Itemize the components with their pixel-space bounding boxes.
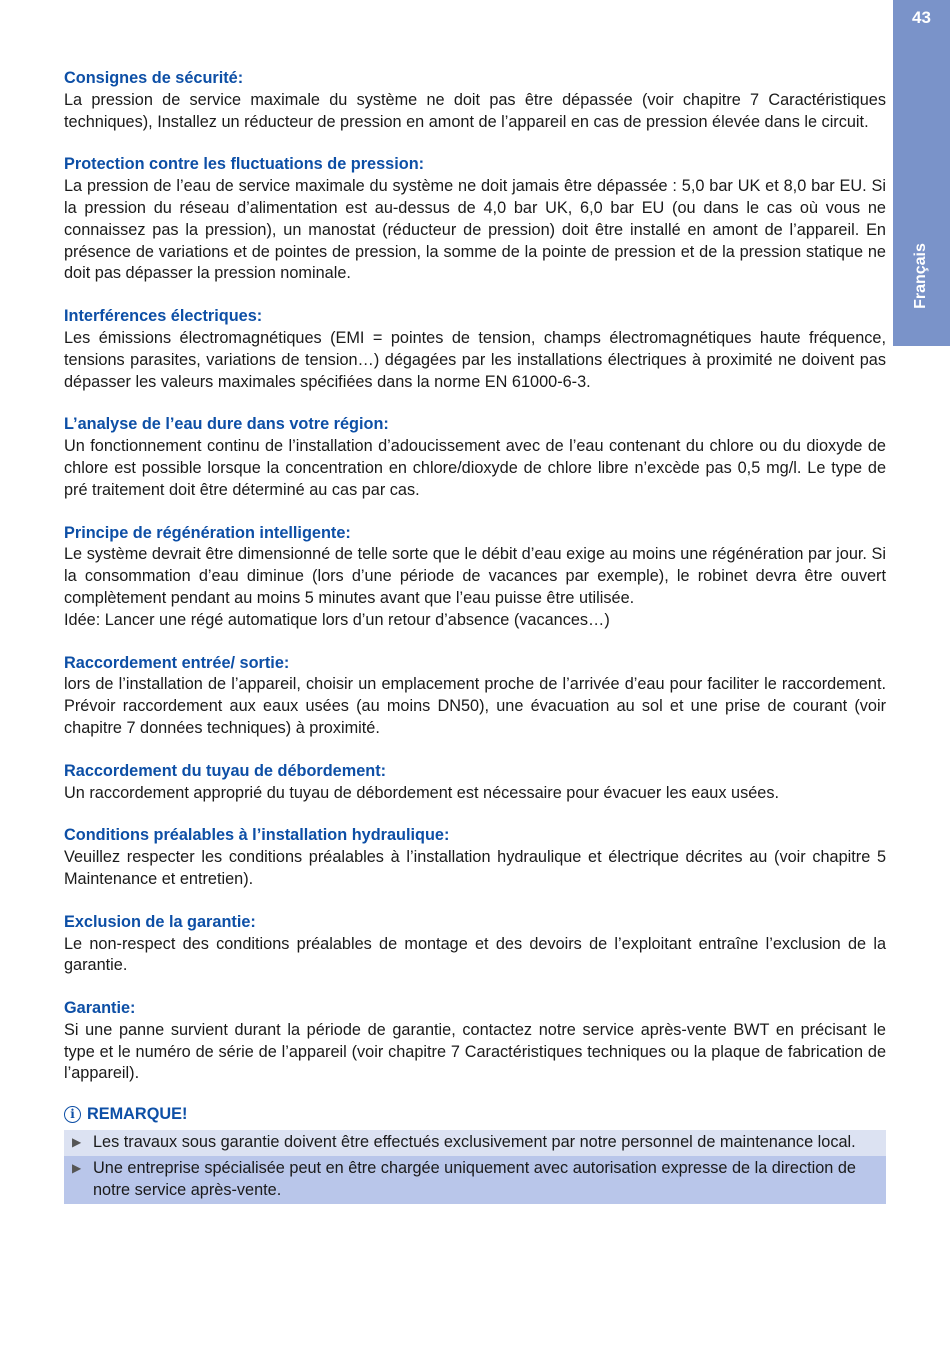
section-title: Interférences électriques: (64, 307, 263, 326)
section-title: Exclusion de la garantie: (64, 912, 256, 931)
note-item (64, 1130, 886, 1156)
note-header (64, 1102, 886, 1126)
triangle-bullet-icon: ▶ (72, 1135, 82, 1150)
section-warranty (64, 998, 886, 1085)
section-body: La pression de service maximale du système ne doit pas être dépassée (voir chapitre 7 Caractéristiques techniques), Installez un réducteur de pression en amont de l’appareil en cas de pression élevée dans le circuit. (64, 90, 886, 131)
section-body: Le non-respect des conditions préalables de montage et des devoirs de l’exploitant entraîne l’exclusion de la garantie. (64, 934, 886, 975)
section-body: Le système devrait être dimensionné de telle sorte que le débit d’eau exige au moins une régénération par jour. Si la consommation d’eau diminue (lors d’une période de vacances par exemple), le robinet devra être ouvert complètement pendant au moins 5 minutes avant que l’eau puisse être utilisée. (64, 545, 886, 607)
section-body: La pression de l’eau de service maximale du système ne doit jamais être dépassée : 5,0 bar UK et 8,0 bar EU. Si la pression du réseau d’alimentation est au-dessus de 4,0 bar UK, 6,0 bar EU (ou dans le cas où vous ne connaissez pas la pression), un manostat (réducteur de pression) doit être installé en amont de l’appareil. En présence de variations et de pointes de pression, la somme de la pointe de pression et de la pression statique ne doit pas dépasser la pression nominale. (64, 177, 886, 283)
section-safety (64, 68, 886, 133)
section-warranty-exclusion (64, 912, 886, 977)
section-body: lors de l’installation de l’appareil, choisir un emplacement proche de l’arrivée d’eau pour faciliter le raccordement. Prévoir raccordement aux eaux usées (au moins DN50), une évacuation au sol et une prise de courant (voir chapitre 7 données techniques) à proximité. (64, 675, 886, 737)
section-body: Veuillez respecter les conditions préalables à l’installation hydraulique et électrique décrites au (voir chapitre 5 Maintenance et entretien). (64, 848, 886, 888)
section-overflow-hose (64, 761, 886, 805)
section-title: Raccordement du tuyau de débordement: (64, 761, 387, 780)
note-item-text: Une entreprise spécialisée peut en être chargée uniquement avec autorisation expresse de la direction de notre service après-vente. (93, 1159, 856, 1199)
note-item-text: Les travaux sous garantie doivent être effectués exclusivement par notre personnel de maintenance local. (93, 1133, 856, 1152)
section-electrical-interference (64, 306, 886, 393)
section-title: Consignes de sécurité: (64, 69, 244, 87)
language-label: Français (912, 243, 929, 309)
section-title: L’analyse de l’eau dure dans votre région: (64, 415, 389, 434)
section-body-idea: Idée: Lancer une régé automatique lors d’un retour d’absence (vacances…) (64, 610, 610, 629)
note-title: REMARQUE! (87, 1105, 188, 1124)
section-title: Conditions préalables à l’installation hydraulique: (64, 826, 450, 845)
section-body: Les émissions électromagnétiques (EMI = pointes de tension, champs électromagnétiques haute fréquence, tensions parasites, variations de tension…) dégagées par les installations électriques à proximité ne doivent pas dépasser les valeurs maximales spécifiées dans la norme EN 61000-6-3. (64, 328, 886, 391)
section-body: Un fonctionnement continu de l’installation d’adoucissement avec de l’eau contenant du chlore ou du dioxyde de chlore est possible lorsque la concentration en chlore/dioxyde de chlore libre n’excède pas 0,5 mg/l. Le type de pré traitement doit être déterminé au cas par cas. (64, 437, 886, 499)
document-content (64, 68, 886, 1204)
page-number: 43 (912, 8, 931, 27)
section-hydraulic-prerequisites (64, 825, 886, 890)
section-title: Principe de régénération intelligente: (64, 523, 351, 542)
section-body: Si une panne survient durant la période de garantie, contactez notre service après-vente BWT en précisant le type et le numéro de série de l’appareil (voir chapitre 7 Caractéristiques techniques ou la plaque de fabrication de l’appareil). (64, 1020, 886, 1083)
section-pressure-fluctuation (64, 154, 886, 285)
triangle-bullet-icon: ▶ (72, 1161, 82, 1176)
section-title: Garantie: (64, 999, 136, 1018)
section-title: Raccordement entrée/ sortie: (64, 653, 290, 672)
section-inlet-outlet (64, 653, 886, 740)
section-body: Un raccordement approprié du tuyau de débordement est nécessaire pour évacuer les eaux usées. (64, 783, 779, 802)
section-title: Protection contre les fluctuations de pression: (64, 155, 425, 174)
note-list (64, 1130, 886, 1203)
note-item (64, 1156, 886, 1204)
section-water-analysis (64, 414, 886, 501)
info-icon: i (64, 1106, 81, 1123)
section-smart-regeneration (64, 523, 886, 632)
